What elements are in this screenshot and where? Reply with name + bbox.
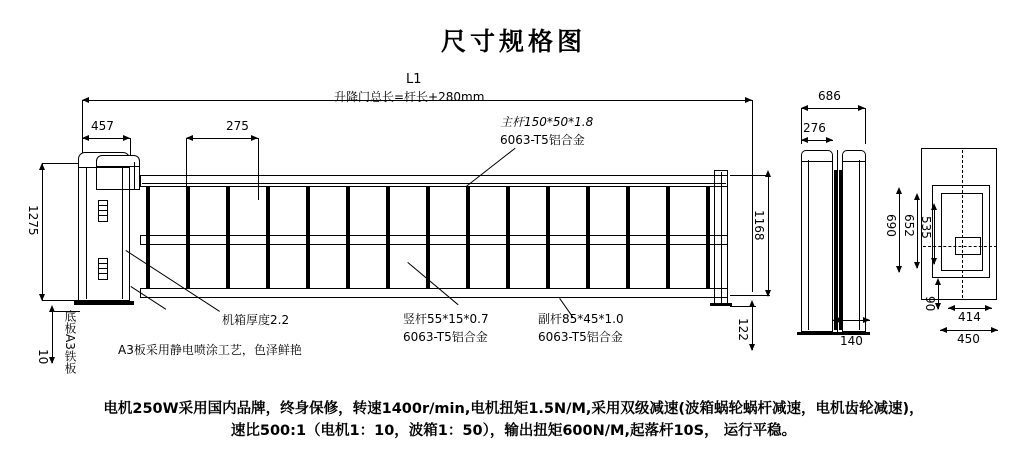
dim-535-arrow-down <box>931 258 937 265</box>
vertical-bar <box>546 187 550 288</box>
dim-275-line <box>186 138 258 139</box>
dim-535-arrow-up <box>931 203 937 210</box>
base-plate <box>74 301 134 305</box>
dim-1168-line <box>768 175 769 295</box>
dim-90-arrow-up <box>935 278 941 285</box>
top-view-center-dash <box>962 150 963 298</box>
dim-1275-line <box>42 163 43 300</box>
dim-276-arrow-right <box>826 137 833 143</box>
footer-line-2: 速比500:1（电机1：10，波箱1：50），输出扭矩600N/M,起落杆10S， 运行平稳。 <box>230 423 797 439</box>
sub-beam-material: 6063-T5铝合金 <box>538 330 623 344</box>
dim-140-arrow-right <box>863 317 870 323</box>
dim-275-label: 275 <box>226 119 249 133</box>
dim-122-label: 122 <box>736 318 750 341</box>
side-view-right-column <box>842 157 866 332</box>
dim-10-line <box>52 311 53 363</box>
dim-686-label: 686 <box>818 89 841 103</box>
vertical-bar <box>426 187 430 288</box>
vertical-bar <box>666 187 670 288</box>
vertical-bar <box>466 187 470 288</box>
cabinet-thickness-label: 机箱厚度2.2 <box>222 313 290 327</box>
dim-535-label: 535 <box>919 216 933 239</box>
vertical-bar <box>226 187 230 288</box>
vertical-bar <box>306 187 310 288</box>
dim-414-arrow-right <box>985 305 992 311</box>
dim-686-arrow-left <box>801 105 808 111</box>
dim-652-arrow-down <box>914 262 920 269</box>
dim-140-label: 140 <box>840 334 863 348</box>
dim-450-arrow-left <box>940 327 947 333</box>
dim-1168-label: 1168 <box>752 210 766 241</box>
page-title: 尺寸规格图 <box>440 27 586 56</box>
footer-note <box>0 398 1027 442</box>
vertical-bar <box>626 187 630 288</box>
dim-652-line <box>917 198 918 268</box>
dim-690-label: 690 <box>884 214 898 237</box>
cabinet-vent-upper-slot-2 <box>99 210 107 211</box>
sub-beam-label: 副杆85*45*1.0 <box>538 312 624 326</box>
cabinet-vent-lower-slot-1 <box>99 263 107 264</box>
dim-1168-ext-bottom <box>730 295 770 296</box>
dim-457-label: 457 <box>91 119 114 133</box>
right-end-post-inner <box>721 172 722 303</box>
top-dim-arrow-left <box>82 97 89 103</box>
footer-line-1: 电机250W采用国内品牌，终身保修，转速1400r/min,电机扭矩1.5N/M,采用双级减速(波箱蜗轮蜗杆减速，电机齿轮减速)， <box>103 401 924 417</box>
main-beam-material: 6063-T5铝合金 <box>500 133 585 147</box>
dim-1275-arrow-up <box>39 163 45 170</box>
dim-652-arrow-up <box>914 193 920 200</box>
vertical-bar <box>146 187 150 288</box>
cabinet-vent-lower-slot-3 <box>99 273 107 274</box>
dim-690-arrow-up <box>896 187 902 194</box>
cabinet-vent-lower <box>98 258 108 280</box>
arm-mount-inner <box>134 162 135 190</box>
vertical-bars-group <box>140 187 728 288</box>
vertical-bar <box>586 187 590 288</box>
sub-beam-bottom <box>140 288 728 298</box>
vertical-bar <box>186 187 190 288</box>
dim-90-label: 90 <box>923 296 937 312</box>
dim-276-label: 276 <box>803 121 826 135</box>
main-beam <box>140 175 728 187</box>
dim-l1-label: L1 <box>406 72 422 87</box>
base-plate-label: 底板A3铁板 <box>63 310 77 374</box>
dim-414-label: 414 <box>958 310 981 324</box>
top-dim-arrow-right <box>745 97 752 103</box>
side-view-right-bevel <box>842 150 866 162</box>
dim-275-arrow-left <box>186 135 193 141</box>
side-view-right-inner <box>859 160 860 330</box>
cabinet-vent-upper <box>98 200 108 222</box>
top-dim-note: 升降门总长=杆长+280mm <box>334 90 485 104</box>
right-end-post-foot <box>710 303 732 306</box>
dim-457-arrow-left <box>82 135 89 141</box>
cabinet-vent-lower-slot-2 <box>99 268 107 269</box>
vertical-bar <box>506 187 510 288</box>
dim-1168-ext-top <box>730 175 770 176</box>
dim-122-arrow-down <box>749 344 755 351</box>
dim-457-arrow-right <box>123 135 130 141</box>
dim-686-arrow-right <box>858 105 865 111</box>
top-dim-ext-right <box>752 100 753 292</box>
dim-690-line <box>899 192 900 272</box>
dim-275-arrow-right <box>251 135 258 141</box>
top-dim-ext-left <box>82 100 83 160</box>
dim-276-arrow-left <box>801 137 808 143</box>
dim-690-arrow-down <box>896 266 902 273</box>
vertical-bar <box>706 187 710 288</box>
vertical-bar <box>386 187 390 288</box>
main-beam-label: 主杆150*50*1.8 <box>500 115 594 129</box>
dim-1275-ext-top <box>42 163 80 164</box>
side-view-left-column <box>801 157 833 332</box>
dim-122-ext-bottom <box>730 306 756 307</box>
dim-686-ext-right <box>865 108 866 144</box>
vertical-bar <box>266 187 270 288</box>
vertical-bar <box>346 187 350 288</box>
dim-450-line <box>940 330 998 331</box>
cabinet-vent-upper-slot-3 <box>99 215 107 216</box>
dim-414-arrow-left <box>948 305 955 311</box>
vertical-bar-label: 竖杆55*15*0.7 <box>403 312 489 326</box>
dim-535-line <box>934 208 935 264</box>
side-view-left-inner <box>808 160 809 330</box>
side-view-left-bevel <box>801 150 833 162</box>
dim-450-arrow-right <box>991 327 998 333</box>
cabinet-vent-upper-slot-1 <box>99 205 107 206</box>
a3-coating-label: A3板采用静电喷涂工艺，色泽鲜艳 <box>118 343 302 357</box>
main-beam-inner-line <box>142 183 726 184</box>
dim-1275-label: 1275 <box>26 205 40 236</box>
side-view-center-shaft-right <box>839 170 842 330</box>
dim-652-label: 652 <box>902 214 916 237</box>
dim-140-arrow-left <box>833 317 840 323</box>
dim-450-label: 450 <box>957 332 980 346</box>
dim-10-label: 10 <box>36 349 50 365</box>
side-view-center-line <box>837 150 838 335</box>
vertical-bar-material: 6063-T5铝合金 <box>403 330 488 344</box>
cabinet-inner-line-left <box>86 168 87 299</box>
dim-686-line <box>801 108 865 109</box>
